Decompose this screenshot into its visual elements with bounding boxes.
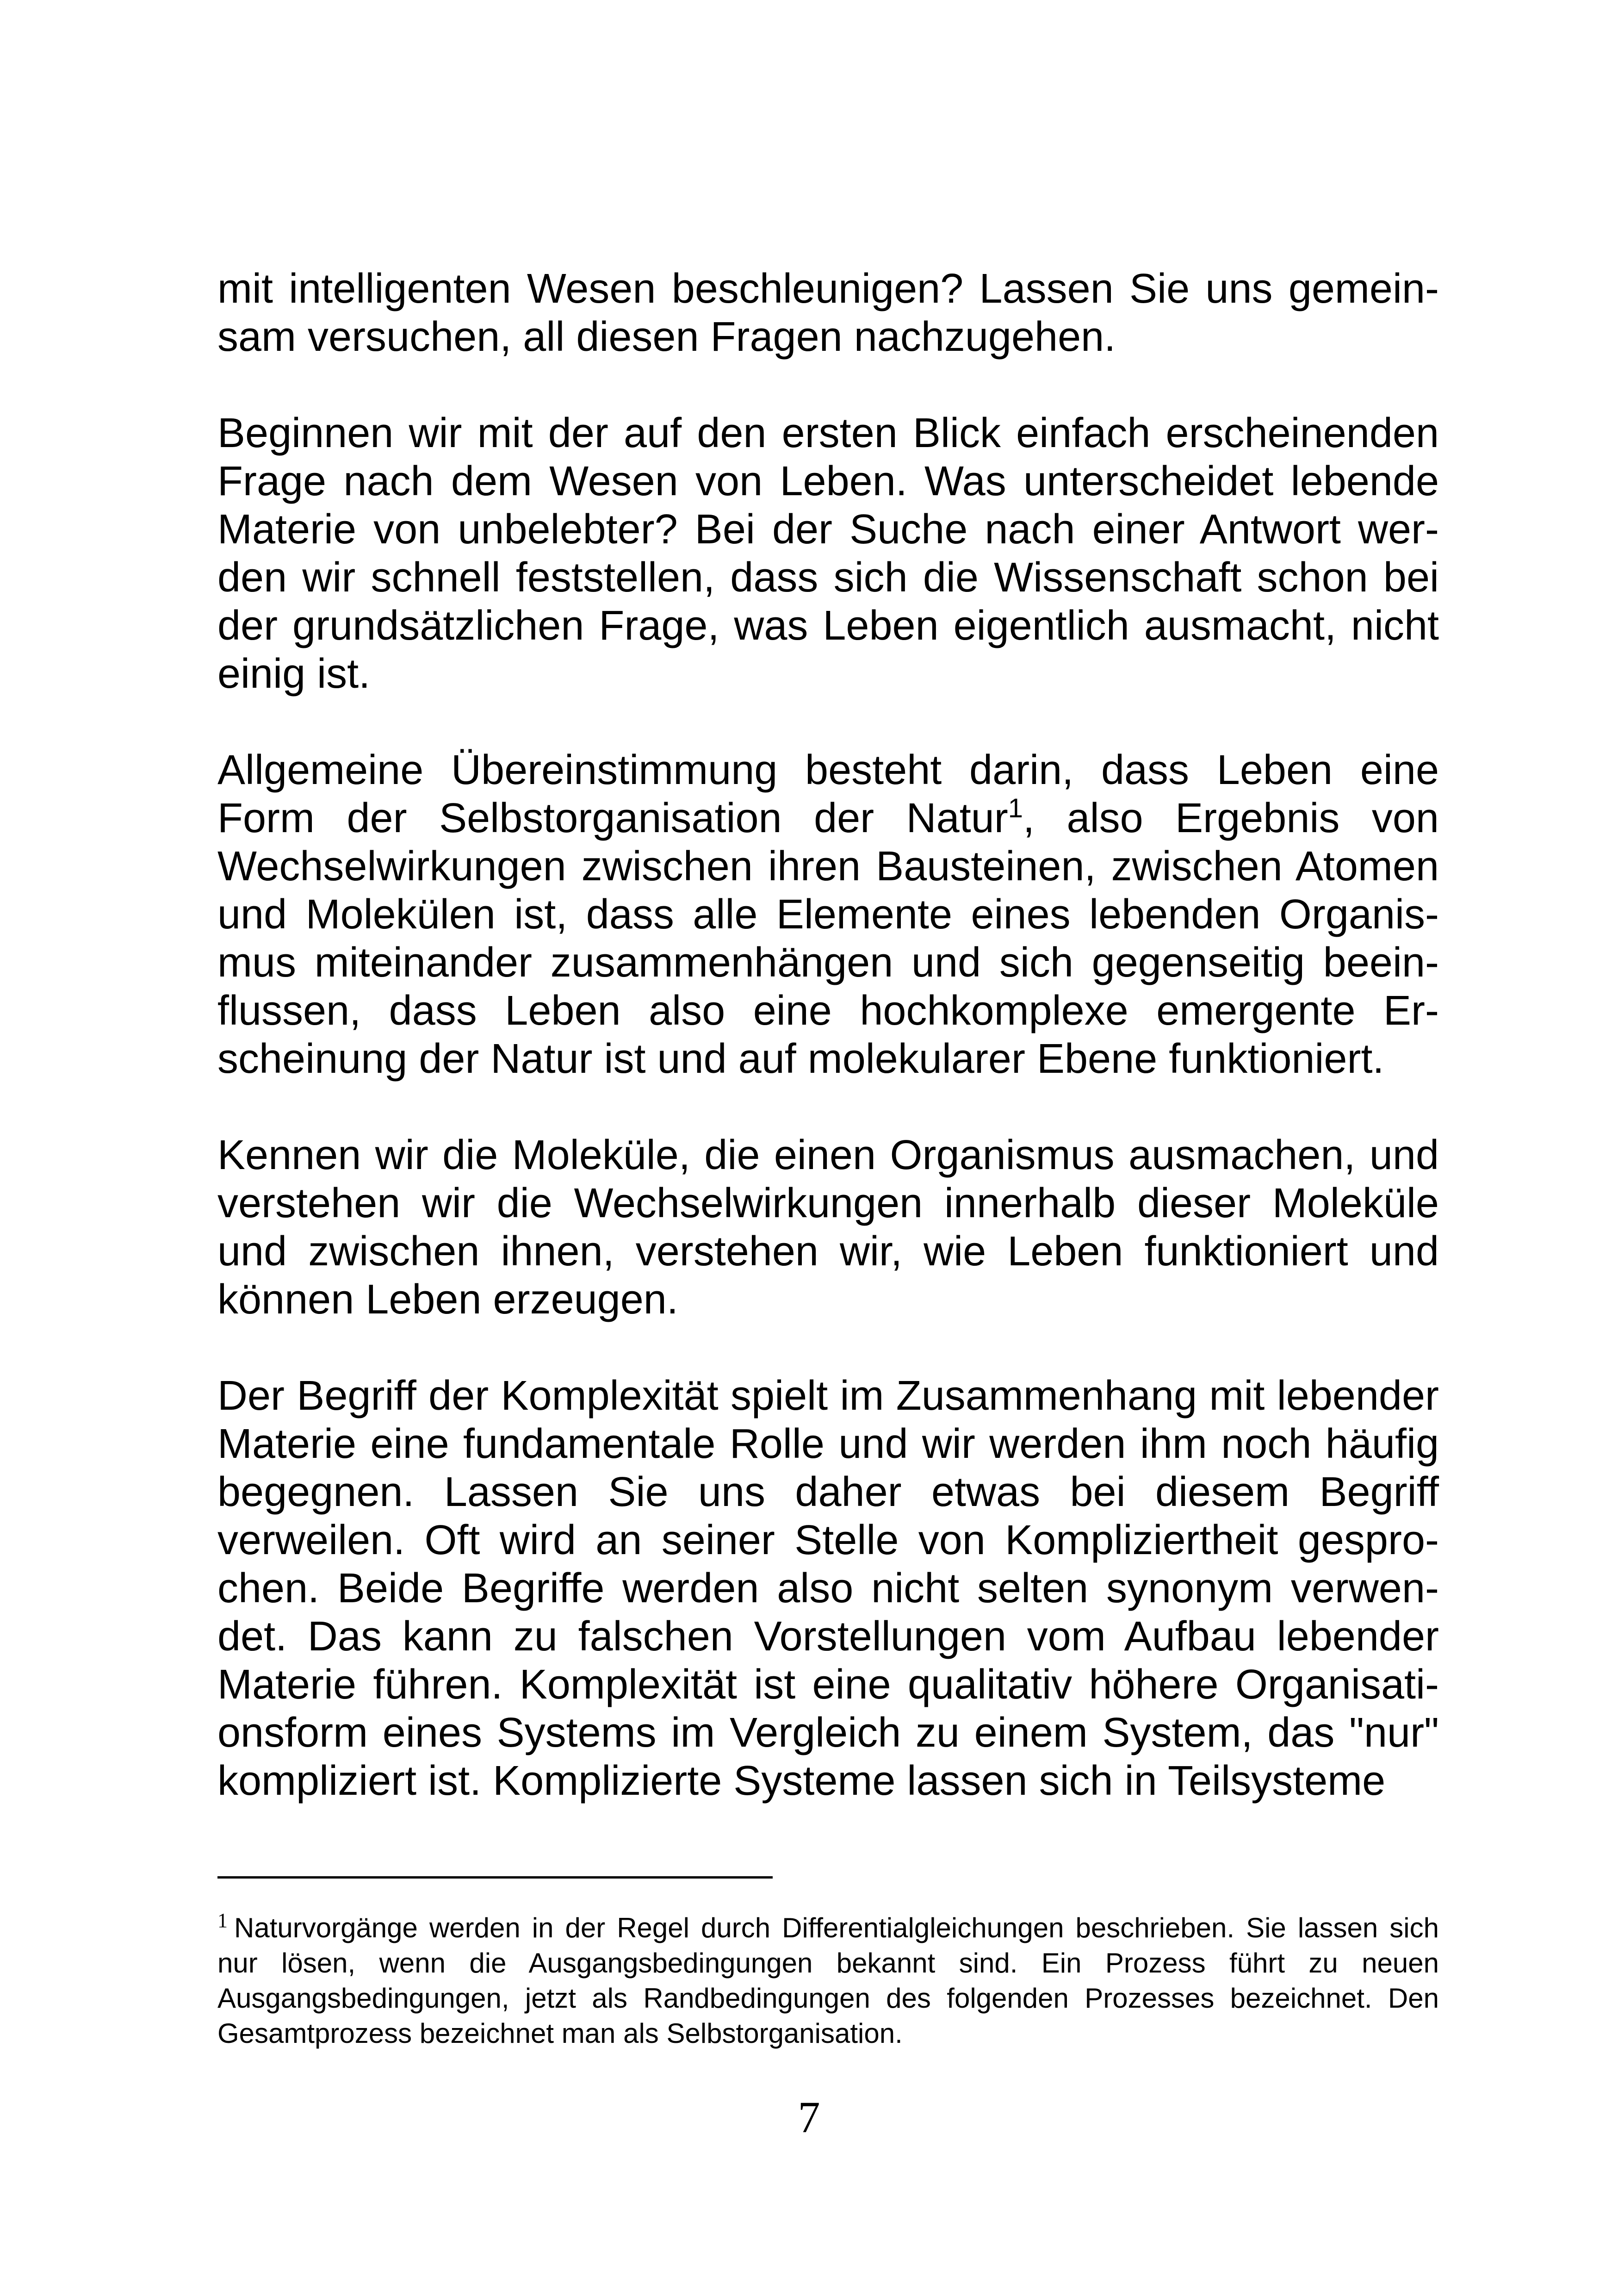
paragraph-4: Kennen wir die Moleküle, die einen Organismus ausmachen, und verstehen wir die Wechselwirkungen innerhalb dieser Moleküle und zwischen ihnen, verstehen wir, wie Leben funktioniert und können Leben erzeugen.: [217, 1132, 1439, 1323]
paragraph-3: [217, 746, 1439, 1083]
paragraph-1: mit intelligenten Wesen beschleunigen? Lassen Sie uns gemeinsam versuchen, all diesen Fragen nachzugehen.: [217, 266, 1439, 360]
page-number: 7: [798, 2092, 820, 2142]
body-text: [217, 265, 1439, 1805]
footnote-text: Naturvorgänge werden in der Regel durch Differentialgleichungen beschrieben. Sie lassen sich nur lösen, wenn die Ausgangsbedingungen bekannt sind. Ein Prozess führt zu neuen Ausgangsbedingungen, jetzt als Randbedingungen des folgenden Prozesses bezeichnet. Den Gesamtprozess bezeichnet man als Selbstorganisation.: [217, 1912, 1439, 2049]
footnote-reference-marker: 1: [1008, 793, 1023, 823]
footnote-separator-rule: [217, 1876, 773, 1879]
paragraph-2: Beginnen wir mit der auf den ersten Blick einfach erscheinenden Frage nach dem Wesen von Leben. Was unterscheidet lebende Materie von unbelebter? Bei der Suche nach einer Antwort werden wir schnell feststellen, dass sich die Wissenschaft schon bei der grundsätzlichen Frage, was Leben eigentlich ausmacht, nicht einig ist.: [217, 410, 1439, 697]
paragraph-3-text-start: Allgemeine Übereinstimmung besteht darin, dass Leben eine Form der Selbstorganisation der Natur: [217, 747, 1439, 841]
footnote-number: 1: [217, 1909, 228, 1932]
paragraph-5: Der Begriff der Komplexität spielt im Zusammenhang mit lebender Materie eine fundamentale Rolle und wir werden ihm noch häufig begegnen. Lassen Sie uns daher etwas bei diesem Begriff verweilen. Oft wird an seiner Stelle von Kompliziertheit gesprochen. Beide Begriffe werden also nicht selten synonym verwendet. Das kann zu falschen Vorstellungen vom Aufbau lebender Materie führen. Komplexität ist eine qualitativ höhere Organisationsform eines Systems im Vergleich zu einem System, das "nur" kompliziert ist. Komplizierte Systeme lassen sich in Teilsysteme: [217, 1373, 1439, 1804]
paragraph-3-text-end: , also Ergebnis von Wechselwirkungen zwischen ihren Bausteinen, zwischen Atomen und Molekülen ist, dass alle Elemente eines lebenden Organismus miteinander zusammenhängen und sich gegenseitig beeinflussen, dass Leben also eine hochkomplexe emergente Erscheinung der Natur ist und auf molekularer Ebene funktioniert.: [217, 795, 1439, 1082]
footnote: [217, 1910, 1439, 2051]
